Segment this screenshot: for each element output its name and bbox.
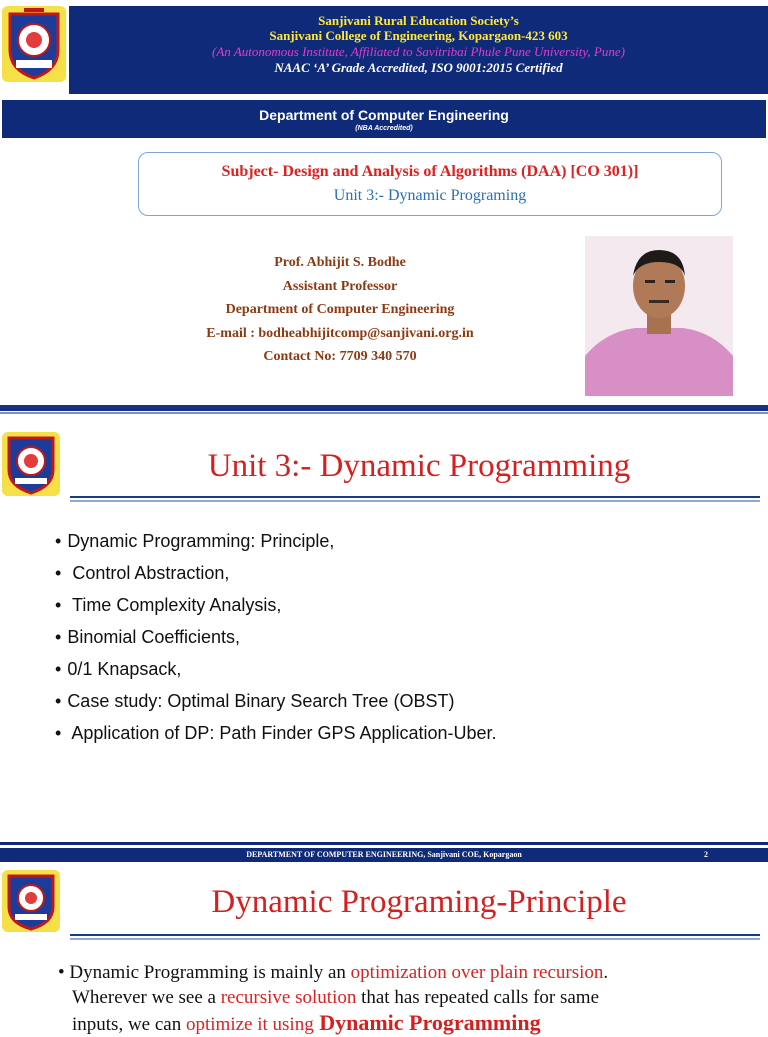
professor-name: Prof. Abhijit S. Bodhe [274, 255, 406, 270]
slide-footer [0, 848, 768, 862]
college-logo-icon [2, 6, 66, 82]
professor-photo [585, 236, 733, 396]
unit-title: Unit 3:- Dynamic Programing [333, 187, 527, 204]
list-item: • Binomial Coefficients, [55, 623, 755, 655]
topic-list [55, 527, 755, 751]
department-subtitle: (NBA Accredited) [355, 125, 413, 132]
slide3-title: Dynamic Programing-Principle [211, 884, 627, 920]
list-item: • Time Complexity Analysis, [55, 591, 755, 623]
society-name: Sanjivani Rural Education Society’s [318, 13, 519, 28]
title-underline-accent [70, 938, 760, 940]
title-underline [70, 496, 760, 498]
college-logo-icon [2, 870, 60, 932]
footer-text: DEPARTMENT OF COMPUTER ENGINEERING, Sanjivani COE, Kopargaon [246, 850, 522, 859]
list-item: • Dynamic Programming: Principle, [55, 527, 755, 559]
department-title: Department of Computer Engineering [259, 107, 509, 123]
professor-contact: Contact No: 7709 340 570 [263, 349, 417, 364]
department-bar [2, 100, 766, 138]
page-number: 2 [704, 850, 708, 859]
principle-line-1: • Dynamic Programming is mainly an optimization over plain recursion. [58, 962, 609, 983]
title-underline [70, 934, 760, 936]
slide-divider-accent [0, 412, 768, 414]
subject-box [138, 152, 722, 216]
title-underline-accent [70, 500, 760, 502]
subject-title: Subject- Design and Analysis of Algorithms (DAA) [CO 301)] [221, 163, 639, 180]
accreditation-text: NAAC ‘A’ Grade Accredited, ISO 9001:2015 Certified [274, 60, 563, 75]
list-item: • Control Abstraction, [55, 559, 755, 591]
principle-text [58, 960, 738, 1037]
slide-divider [0, 405, 768, 411]
college-name: Sanjivani College of Engineering, Kopargaon-423 603 [269, 28, 568, 43]
slide-title: Unit 3:- Dynamic Programming [207, 448, 631, 484]
footer-rule [0, 842, 768, 845]
professor-department: Department of Computer Engineering [225, 302, 455, 317]
list-item: • Application of DP: Path Finder GPS Application-Uber. [55, 719, 755, 751]
affiliation-text: (An Autonomous Institute, Affiliated to Savitribai Phule Pune University, Pune) [212, 44, 625, 59]
professor-info [150, 251, 530, 369]
principle-line-3: inputs, we can optimize it using Dynamic Programming [72, 1010, 541, 1035]
professor-designation: Assistant Professor [282, 278, 398, 294]
list-item: • 0/1 Knapsack, [55, 655, 755, 687]
college-logo-icon [2, 432, 60, 496]
principle-line-2: Wherever we see a recursive solution that has repeated calls for same [72, 987, 600, 1008]
list-item: • Case study: Optimal Binary Search Tree (OBST) [55, 687, 755, 719]
institute-header [69, 6, 768, 94]
professor-email: E-mail : bodheabhijitcomp@sanjivani.org.in [206, 325, 474, 341]
